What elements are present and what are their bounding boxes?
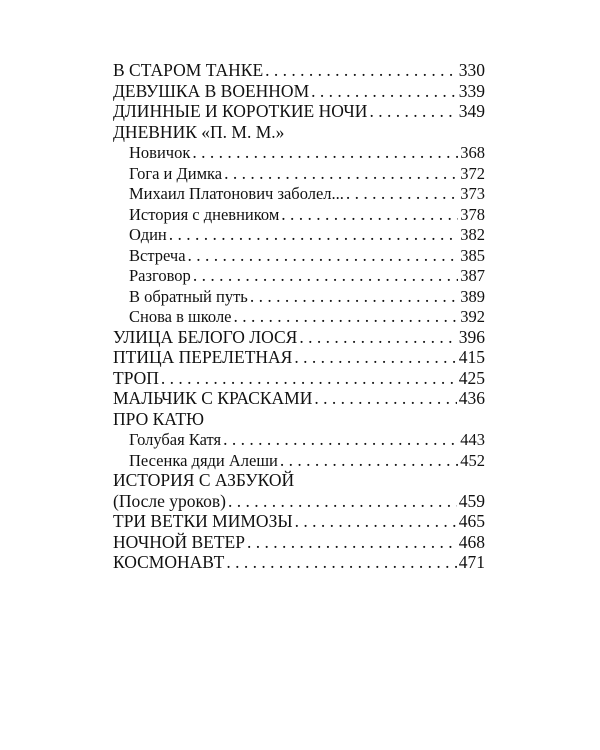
toc-subentry bbox=[113, 429, 485, 450]
toc-entry-page-number: 396 bbox=[458, 326, 485, 347]
toc-entry-title: Один bbox=[129, 225, 167, 244]
dot-leader bbox=[314, 388, 456, 409]
toc-entry-title: Гога и Димка bbox=[129, 163, 223, 183]
dot-leader bbox=[311, 81, 457, 102]
dot-leader bbox=[223, 429, 458, 450]
toc-entry bbox=[113, 327, 485, 348]
toc-entry-page-number: 425 bbox=[458, 367, 485, 388]
dot-leader bbox=[188, 245, 459, 266]
dot-leader bbox=[224, 163, 458, 184]
toc-entry bbox=[113, 532, 485, 553]
toc-subentry bbox=[113, 204, 485, 225]
toc-entry-title: История с дневником bbox=[129, 204, 280, 224]
toc-entry bbox=[113, 388, 485, 409]
toc-entry-title: ТРИ ВЕТКИ МИМОЗЫ bbox=[113, 511, 293, 531]
toc-entry-page-number: 382 bbox=[460, 225, 485, 244]
dot-leader bbox=[369, 101, 456, 122]
toc-entry bbox=[113, 511, 485, 532]
toc-entry-title: КОСМОНАВТ bbox=[113, 552, 225, 572]
toc-entry-title: В СТАРОМ ТАНКЕ bbox=[113, 60, 264, 80]
toc-entry-title: НОЧНОЙ ВЕТЕР bbox=[113, 531, 245, 552]
dot-leader bbox=[295, 511, 457, 532]
toc-entry bbox=[113, 347, 485, 368]
toc-entry-page-number: 468 bbox=[458, 531, 485, 552]
toc-entry-page-number: 436 bbox=[458, 388, 485, 408]
dot-leader bbox=[247, 532, 457, 553]
toc-entry-page-number: 415 bbox=[458, 347, 485, 367]
toc-entry-title: ДЛИННЫЕ И КОРОТКИЕ НОЧИ bbox=[113, 101, 368, 121]
toc-entry-title: Песенка дяди Алеши bbox=[129, 450, 278, 470]
toc-entry-page-number: 392 bbox=[460, 307, 485, 326]
toc-entry-page-number: 387 bbox=[460, 266, 485, 285]
toc-subentry bbox=[113, 245, 485, 266]
toc-entry-page-number: 385 bbox=[460, 245, 485, 265]
toc-entry-title: Голубая Катя bbox=[129, 430, 222, 449]
toc-entry-title: Михаил Платонович заболел... bbox=[129, 184, 344, 203]
toc-entry-page-number: 459 bbox=[458, 490, 485, 511]
toc-entry-title: Новичок bbox=[129, 143, 191, 162]
dot-leader bbox=[346, 183, 458, 204]
dot-leader bbox=[192, 142, 458, 163]
toc-subentry bbox=[113, 286, 485, 307]
table-of-contents bbox=[113, 60, 485, 573]
toc-entry bbox=[113, 101, 485, 122]
toc-entry bbox=[113, 81, 485, 102]
toc-entry-page-number: 378 bbox=[460, 204, 485, 224]
toc-entry-page-number: 339 bbox=[458, 80, 485, 101]
dot-leader bbox=[226, 552, 456, 573]
toc-entry-title: ДНЕВНИК «П. М. М.» bbox=[113, 121, 285, 142]
dot-leader bbox=[294, 347, 456, 368]
toc-entry-title: УЛИЦА БЕЛОГО ЛОСЯ bbox=[113, 326, 298, 347]
toc-entry bbox=[113, 552, 485, 573]
dot-leader bbox=[234, 306, 459, 327]
toc-entry-page-number: 452 bbox=[460, 450, 485, 470]
toc-entry-title: Снова в школе bbox=[129, 307, 232, 326]
toc-subentry bbox=[113, 306, 485, 327]
toc-entry-page-number: 471 bbox=[458, 552, 485, 572]
dot-leader bbox=[193, 265, 458, 286]
toc-entry-title: ДЕВУШКА В ВОЕННОМ bbox=[113, 80, 310, 101]
toc-entry bbox=[113, 409, 485, 430]
toc-entry bbox=[113, 470, 485, 491]
toc-entry-title: (После уроков) bbox=[113, 490, 226, 511]
dot-leader bbox=[299, 327, 456, 348]
toc-subentry bbox=[113, 142, 485, 163]
toc-subentry bbox=[113, 224, 485, 245]
toc-entry-title: ПТИЦА ПЕРЕЛЕТНАЯ bbox=[113, 347, 293, 367]
toc-subentry bbox=[113, 183, 485, 204]
toc-entry bbox=[113, 491, 485, 512]
toc-entry-page-number: 368 bbox=[460, 143, 485, 162]
dot-leader bbox=[161, 368, 457, 389]
toc-entry-page-number: 349 bbox=[458, 101, 485, 121]
toc-entry-title: В обратный путь bbox=[129, 286, 248, 306]
toc-entry-title: МАЛЬЧИК С КРАСКАМИ bbox=[113, 388, 313, 408]
toc-entry-title: ТРОП bbox=[113, 367, 159, 388]
toc-entry-title: ПРО КАТЮ bbox=[113, 408, 205, 429]
dot-leader bbox=[280, 450, 458, 471]
toc-entry-page-number: 330 bbox=[458, 60, 485, 80]
toc-entry-page-number: 373 bbox=[460, 184, 485, 203]
toc-entry-title: Встреча bbox=[129, 245, 186, 265]
dot-leader bbox=[228, 491, 457, 512]
toc-entry-page-number: 389 bbox=[460, 286, 485, 306]
toc-entry-page-number: 465 bbox=[458, 511, 485, 531]
toc-entry-title: Разговор bbox=[129, 266, 191, 285]
dot-leader bbox=[281, 204, 458, 225]
toc-entry-page-number: 443 bbox=[460, 430, 485, 449]
toc-entry bbox=[113, 122, 485, 143]
toc-entry-page-number: 372 bbox=[460, 163, 485, 183]
toc-subentry bbox=[113, 265, 485, 286]
dot-leader bbox=[169, 224, 458, 245]
dot-leader bbox=[250, 286, 458, 307]
toc-entry bbox=[113, 368, 485, 389]
toc-subentry bbox=[113, 163, 485, 184]
dot-leader bbox=[265, 60, 457, 81]
toc-subentry bbox=[113, 450, 485, 471]
toc-entry-title: ИСТОРИЯ С АЗБУКОЙ bbox=[113, 470, 295, 490]
toc-entry bbox=[113, 60, 485, 81]
